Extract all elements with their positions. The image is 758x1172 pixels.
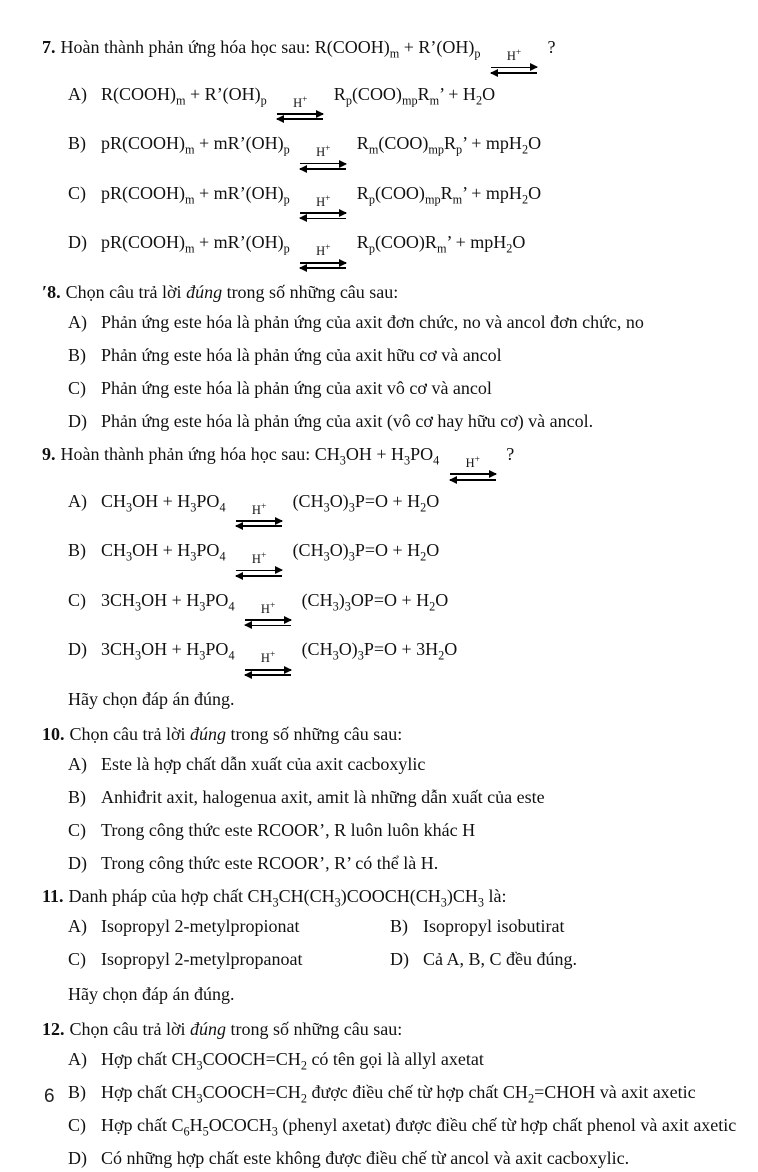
- option-text: $3CH_3OH + H_3PO_4$ H+ $(CH_3)_3OP=O + H_2O$: [101, 587, 737, 628]
- question-prompt: Chọn câu trả lời đúng trong số những câu sau:: [69, 723, 403, 744]
- reversible-arrows: [300, 161, 346, 171]
- option-text: Trong công thức este RCOOR’, R’ có thể là H.: [101, 852, 439, 873]
- question-block-10: [42, 721, 737, 877]
- option-label: C): [68, 1114, 86, 1135]
- question-number: 9.: [42, 443, 56, 464]
- equilibrium-arrow: [300, 193, 346, 221]
- option-label: A): [68, 915, 87, 936]
- equilibrium-arrow: [300, 146, 346, 171]
- option-text: $R(COOH)_m$ + $R’(OH)_p$ H+ $R_p(COO)_{mp}R_m$’ + $H_2O$: [101, 81, 737, 122]
- option-text: $CH_3OH + H_3PO_4$ H+ $(CH_3O)_3P=O + H_2O$: [101, 488, 737, 529]
- catalyst-label: H+: [316, 144, 331, 160]
- option-label: D): [68, 410, 87, 431]
- option-row: [68, 817, 737, 844]
- option-label: B): [68, 786, 86, 807]
- option-pair-row: [68, 946, 737, 979]
- question-header: [42, 279, 737, 306]
- option-row: [68, 636, 737, 677]
- catalyst-label: H+: [465, 454, 480, 470]
- option-label: B): [68, 344, 86, 365]
- option-row: [68, 342, 737, 369]
- option-text: Phản ứng este hóa là phản ứng của axit vô cơ và ancol: [101, 377, 492, 398]
- answer-instruction: Hãy chọn đáp án đúng.: [68, 983, 235, 1004]
- catalyst-label: H+: [293, 94, 308, 110]
- option-row: [390, 913, 737, 940]
- option-text: Anhiđrit axit, halogenua axit, amit là những dẫn xuất của este: [101, 786, 545, 807]
- option-pair-row: [68, 913, 737, 946]
- option-label: D): [68, 1147, 87, 1168]
- option-text: Phản ứng este hóa là phản ứng của axit hữu cơ và ancol: [101, 344, 502, 365]
- option-text: $CH_3OH + H_3PO_4$ H+ $(CH_3O)_3P=O + H_2O$: [101, 537, 737, 578]
- option-label: C): [68, 819, 86, 840]
- option-text: Có những hợp chất este không được điều chế từ ancol và axit cacboxylic.: [101, 1147, 630, 1168]
- question-prompt: Chọn câu trả lời đúng trong số những câu sau:: [65, 281, 399, 302]
- option-row: [68, 130, 737, 171]
- option-text: Isopropyl 2-metylpropionat: [101, 915, 300, 936]
- option-text: Isopropyl 2-metylpropanoat: [101, 948, 303, 969]
- option-row: [68, 81, 737, 122]
- question-header: [42, 1016, 737, 1043]
- equilibrium-arrow: [277, 94, 323, 122]
- option-label: A): [68, 311, 87, 332]
- option-label: D): [68, 232, 87, 253]
- reversible-arrows: [245, 617, 291, 627]
- option-text: Este là hợp chất dẫn xuất của axit cacboxylic: [101, 753, 426, 774]
- option-label: C): [68, 377, 86, 398]
- option-row: [68, 1046, 737, 1073]
- page-number: 6: [44, 1086, 55, 1107]
- option-text: $pR(COOH)_m$ + $mR’(OH)_p$ H+ $R_p(COO)R_m$’ + mpH$_2$O: [101, 229, 737, 270]
- question-header: [42, 883, 737, 910]
- option-row: [68, 784, 737, 811]
- catalyst-label: H+: [506, 47, 522, 63]
- option-label: C): [68, 948, 86, 969]
- option-label: C): [68, 589, 86, 610]
- question-block-7: [42, 34, 737, 270]
- answer-instruction: Hãy chọn đáp án đúng.: [68, 688, 235, 709]
- option-label: D): [68, 852, 87, 873]
- reversible-arrows: [450, 471, 496, 481]
- reversible-arrows: [300, 210, 346, 220]
- question-number: 12.: [42, 1018, 65, 1039]
- question-header: [42, 721, 737, 748]
- option-row: [68, 537, 737, 578]
- reversible-arrows: [236, 518, 282, 528]
- equilibrium-arrow: [236, 501, 282, 529]
- equilibrium-arrow: [300, 245, 346, 270]
- option-text: Hợp chất $CH_3COOCH=CH_2$ có tên gọi là allyl axetat: [101, 1048, 484, 1073]
- option-label: A): [68, 490, 87, 511]
- equilibrium-arrow: [245, 600, 291, 628]
- option-row: [68, 913, 390, 940]
- catalyst-label: H+: [260, 600, 276, 616]
- question-block-9: [42, 441, 737, 713]
- option-row: [68, 309, 737, 336]
- option-text: Hợp chất $C_6H_5OCOCH_3$ (phenyl axetat) được điều chế từ hợp chất phenol và axit axetic: [101, 1114, 737, 1139]
- option-row: [68, 751, 737, 778]
- question-prompt: Hoàn thành phản ứng hóa học sau: $R(COOH)_m$ + $R’(OH)_p$ H+ ?: [61, 37, 556, 57]
- option-label: D): [68, 639, 87, 660]
- question-header: [42, 441, 737, 482]
- reversible-arrows: [236, 568, 282, 578]
- option-row: [68, 375, 737, 402]
- option-text: Isopropyl isobutirat: [423, 915, 565, 936]
- option-label: B): [390, 915, 408, 936]
- option-row: [68, 850, 737, 877]
- option-label: B): [68, 1081, 86, 1102]
- catalyst-label: H+: [251, 551, 267, 567]
- option-label: A): [68, 753, 87, 774]
- catalyst-label: H+: [316, 243, 331, 259]
- option-label: A): [68, 1048, 87, 1069]
- option-row: [68, 946, 390, 973]
- question-block-11: [42, 883, 737, 1008]
- option-text: $pR(COOH)_m$ + $mR’(OH)_p$ H+ $R_m(COO)_{mp}R_p$’ + mpH$_2$O: [101, 130, 737, 171]
- option-row: [68, 229, 737, 270]
- equilibrium-arrow: [450, 454, 496, 482]
- option-row: [68, 587, 737, 628]
- catalyst-label: H+: [316, 193, 331, 209]
- option-text: Phản ứng este hóa là phản ứng của axit (vô cơ hay hữu cơ) và ancol.: [101, 410, 594, 431]
- option-label: B): [68, 540, 86, 561]
- question-block-8: [42, 279, 737, 435]
- question-prompt: Chọn câu trả lời đúng trong số những câu sau:: [69, 1018, 403, 1039]
- question-prompt: Danh pháp của hợp chất $CH_3CH(CH_3)COOCH(CH_3)CH_3$ là:: [68, 885, 507, 910]
- catalyst-label: H+: [251, 501, 267, 517]
- option-row: [68, 1145, 737, 1172]
- question-header: [42, 34, 737, 75]
- question-number: 10.: [42, 723, 65, 744]
- reversible-arrows: [277, 111, 323, 121]
- option-text: $pR(COOH)_m$ + $mR’(OH)_p$ H+ $R_p(COO)_{mp}R_m$’ + mpH$_2$O: [101, 180, 737, 221]
- option-text: Cả A, B, C đều đúng.: [423, 948, 578, 969]
- option-label: C): [68, 182, 86, 203]
- reversible-arrows: [491, 65, 537, 75]
- question-prompt: Hoàn thành phản ứng hóa học sau: $CH_3OH + H_3PO_4$ H+ ?: [61, 444, 515, 464]
- catalyst-label: H+: [260, 650, 276, 666]
- option-row: [390, 946, 737, 973]
- option-text: $3CH_3OH + H_3PO_4$ H+ $(CH_3O)_3P=O + 3H_2O$: [101, 636, 737, 677]
- question-number: ′8.: [42, 281, 61, 302]
- question-block-12: [42, 1016, 737, 1172]
- option-text: Hợp chất $CH_3COOCH=CH_2$ được điều chế từ hợp chất $CH_2=CHOH$ và axit axetic: [101, 1081, 696, 1106]
- equilibrium-arrow: [236, 553, 282, 578]
- option-text: Trong công thức este RCOOR’, R luôn luôn khác H: [101, 819, 476, 840]
- reversible-arrows: [300, 260, 346, 270]
- option-label: B): [68, 133, 86, 154]
- option-label: D): [390, 948, 409, 969]
- equilibrium-arrow: [491, 47, 537, 75]
- option-row: [68, 1112, 737, 1139]
- equilibrium-arrow: [245, 652, 291, 677]
- option-label: A): [68, 83, 87, 104]
- option-row: [68, 180, 737, 221]
- question-number: 7.: [42, 37, 56, 57]
- option-row: [68, 408, 737, 435]
- option-text: Phản ứng este hóa là phản ứng của axit đơn chức, no và ancol đơn chức, no: [101, 311, 644, 332]
- option-row: [68, 1079, 737, 1106]
- question-number: 11.: [42, 885, 64, 906]
- option-row: [68, 488, 737, 529]
- reversible-arrows: [245, 667, 291, 677]
